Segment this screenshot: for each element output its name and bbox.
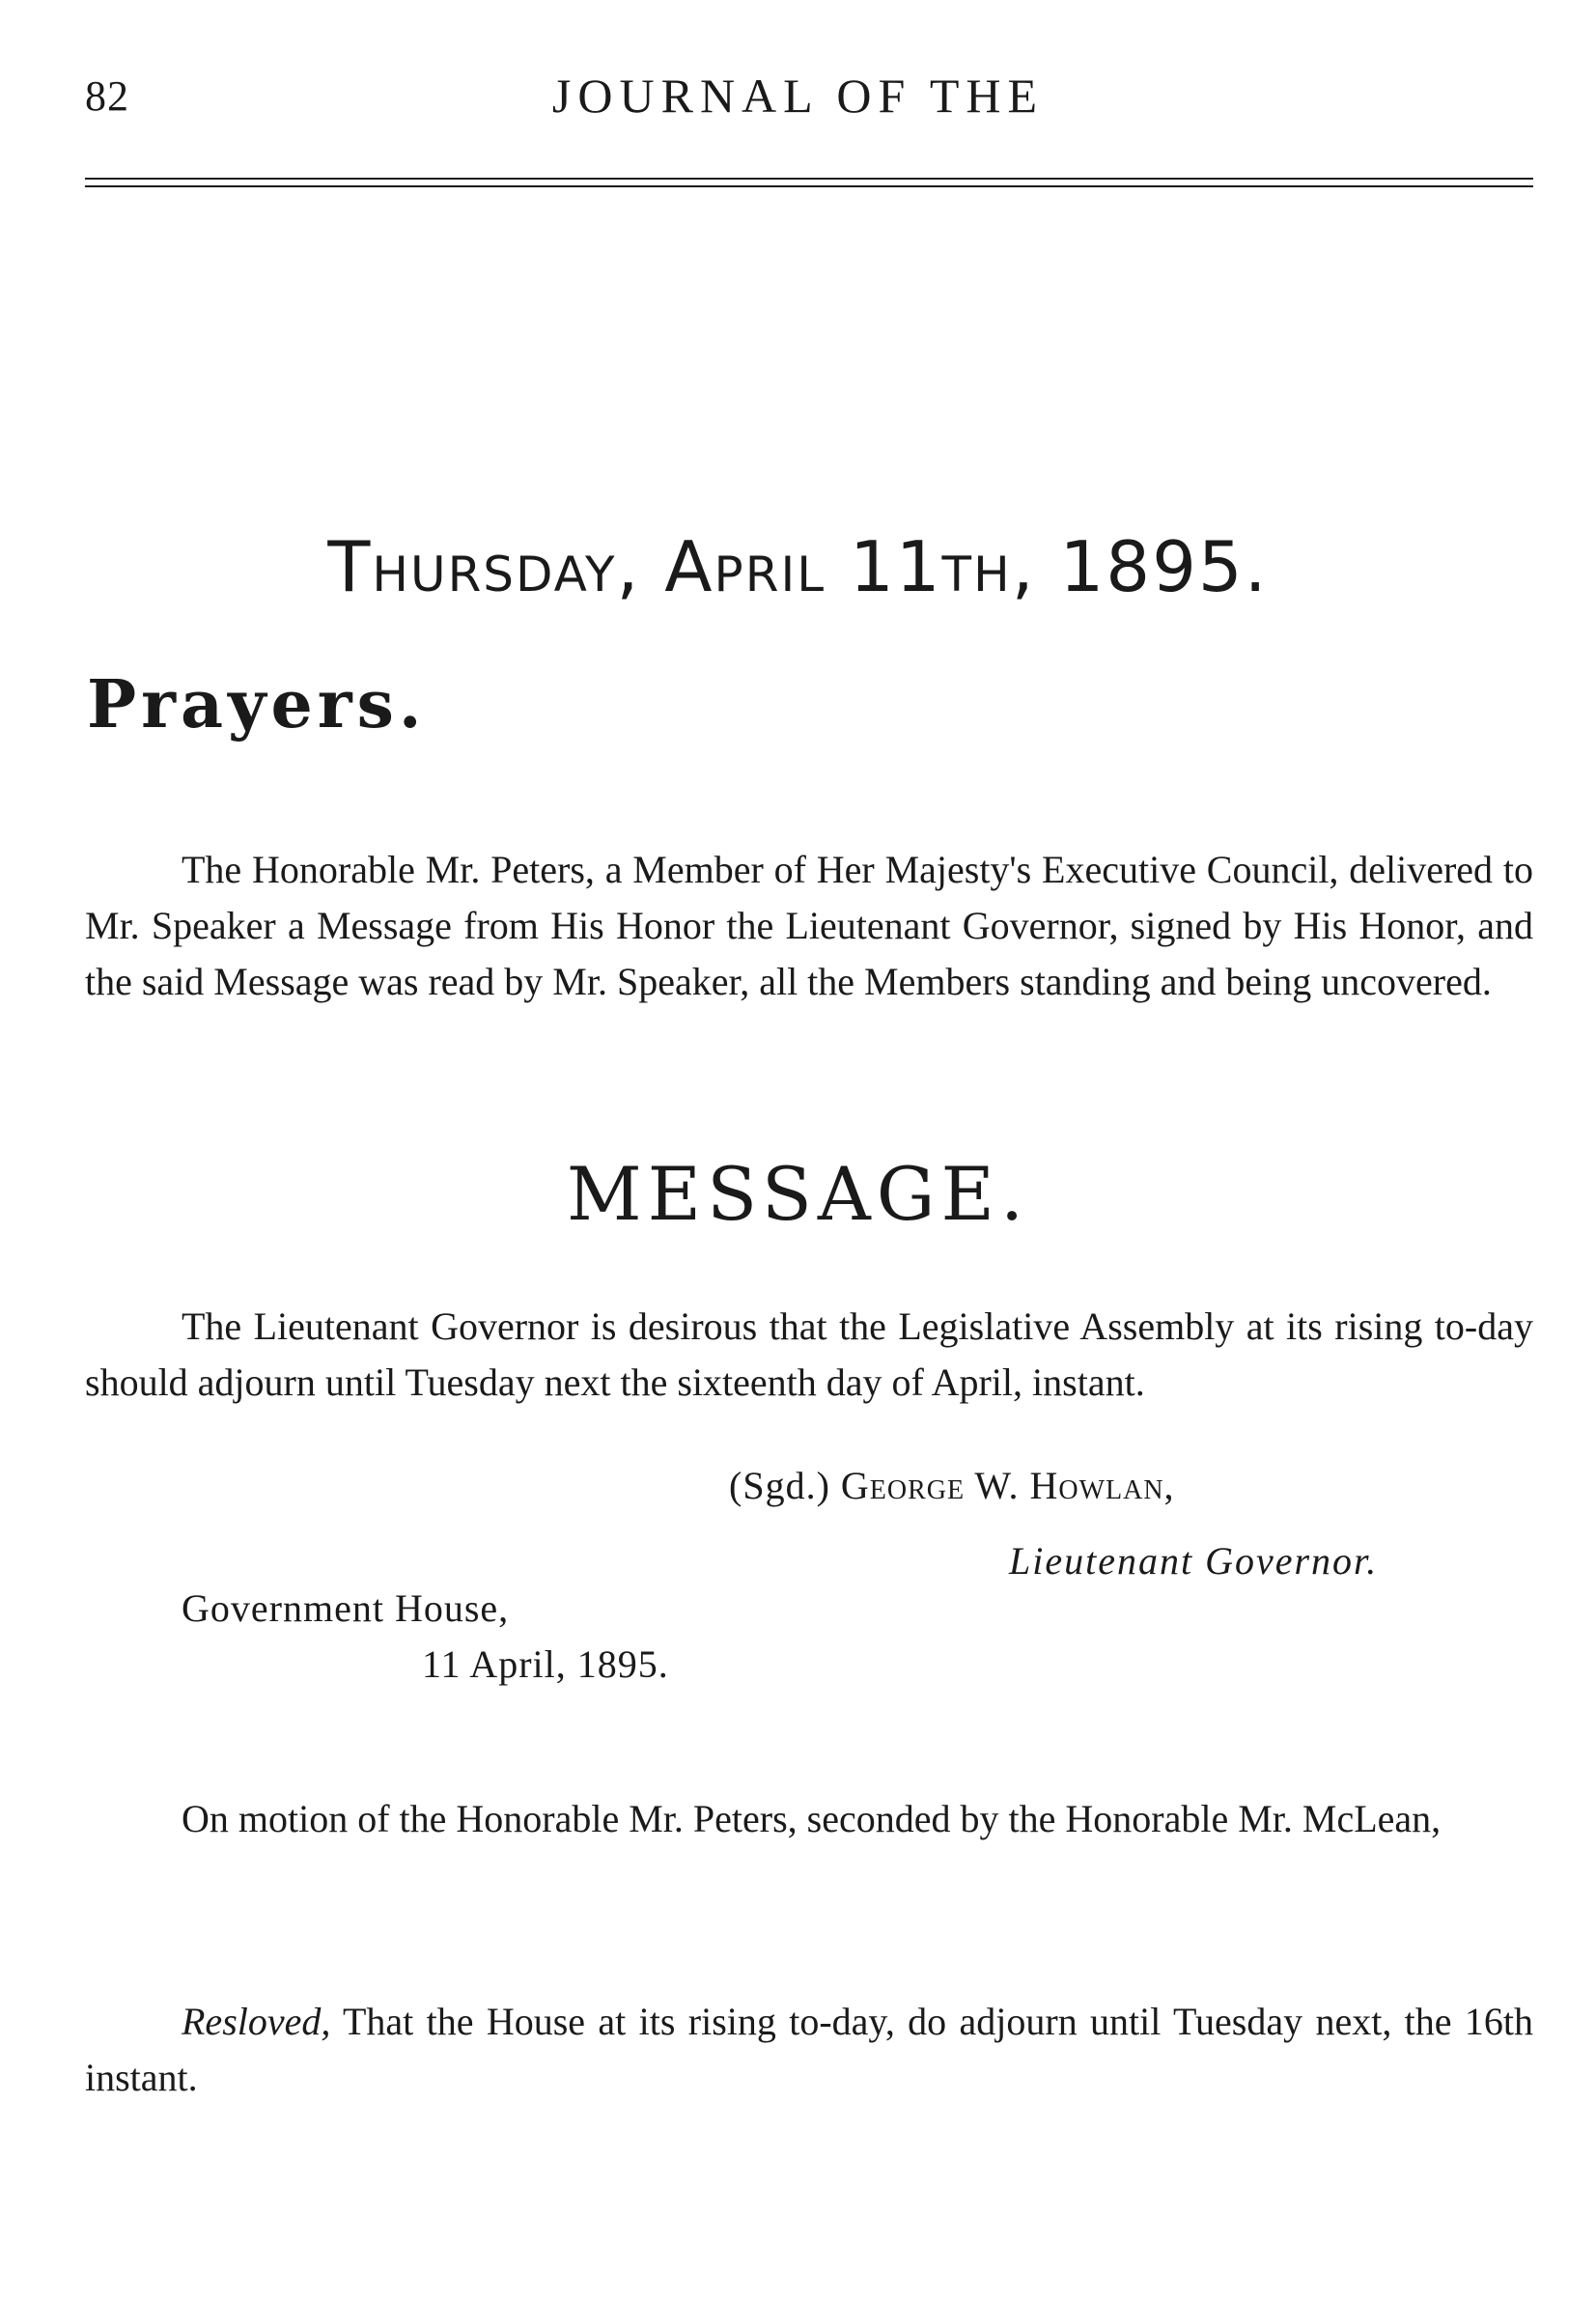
resolved-text: That the House at its rising to-day, do adjourn until Tuesday next, the 16th instant. [85,2000,1533,2099]
message-heading: MESSAGE. [566,1151,1030,1237]
header-rule-bottom [85,185,1533,187]
place-line: Government House, [182,1586,510,1630]
signature-prefix: (Sgd.) [729,1464,830,1507]
message-body-paragraph: The Lieutenant Governor is desirous that the Legislative Assembly at its rising to-day should adjourn until Tuesday next the sixteenth day of April, instant. [85,1304,1533,1404]
header-rule-top [85,178,1533,180]
date-heading: Thursday, April 11th, 1895. [327,526,1269,607]
prayers-heading: Prayers. [87,666,427,743]
place-date: 11 April, 1895. [422,1642,669,1686]
resolved-word: Resloved, [182,2000,331,2043]
page-number: 82 [85,72,129,120]
delivery-paragraph: The Honorable Mr. Peters, a Member of Her Majesty's Executive Council, delivered to Mr. Speaker a Message from His Honor the Lieutenant Governor, signed by His Honor, and the said Message was read by Mr. Speaker, all the Members standing and being uncovered. [85,848,1533,1003]
signature-line [729,1463,1175,1508]
resolved-paragraph [85,1994,1533,2106]
motion-paragraph: On motion of the Honorable Mr. Peters, seconded by the Honorable Mr. McLean, [182,1797,1442,1840]
signature-title: Lieutenant Governor. [1009,1539,1379,1583]
running-title: JOURNAL OF THE [551,69,1045,123]
signature-name: George W. Howlan, [840,1464,1175,1507]
